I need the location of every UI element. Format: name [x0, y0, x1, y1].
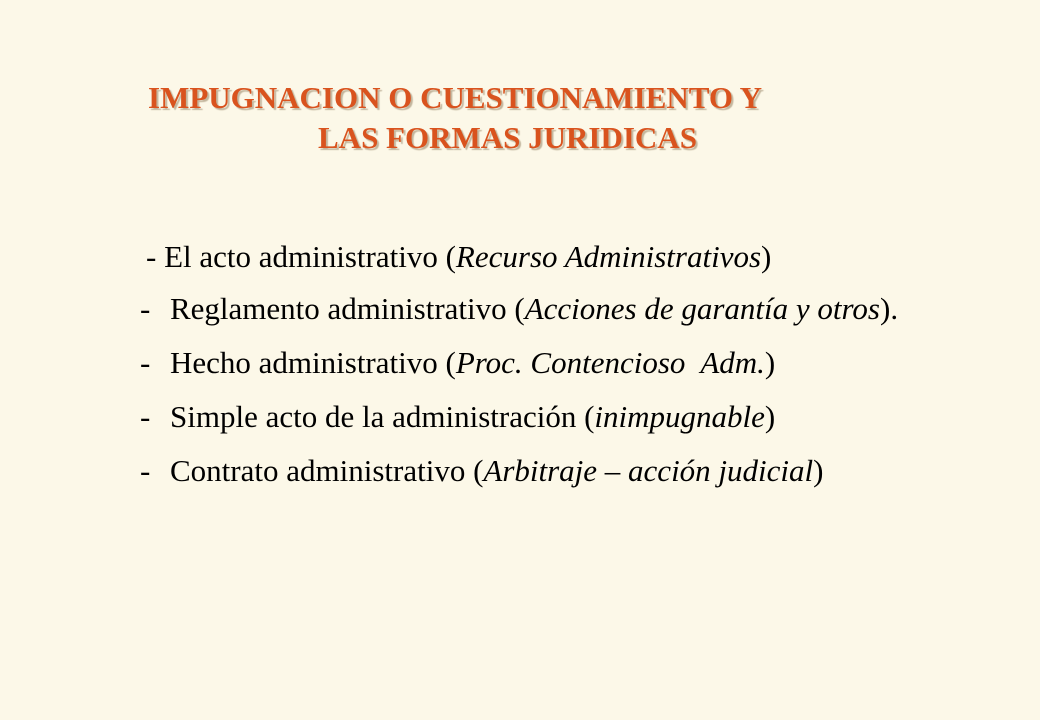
item-italic: Proc. Contencioso Adm.: [455, 345, 765, 380]
item-text: Hecho administrativo (: [170, 345, 456, 380]
item-italic: Acciones de garantía y otros: [524, 291, 880, 326]
intro-line: [146, 238, 771, 276]
list-item: [140, 290, 936, 328]
list-item-text: [170, 398, 936, 436]
intro-prefix: - El acto administrativo (: [146, 239, 456, 274]
list-dash: -: [140, 345, 151, 380]
item-italic: Arbitraje – acción judicial: [483, 453, 814, 488]
item-suffix: ): [813, 453, 824, 488]
item-suffix: ): [764, 399, 776, 434]
list-item: [140, 452, 936, 490]
item-text: Reglamento administrativo (: [170, 291, 525, 326]
list-item-text: [170, 290, 936, 328]
list-dash: -: [140, 453, 151, 488]
item-text: Simple acto de la administración (: [170, 399, 595, 434]
title-line-1: IMPUGNACION O CUESTIONAMIENTO Y: [148, 80, 763, 115]
intro-suffix: ): [761, 239, 772, 274]
item-suffix: ).: [880, 291, 899, 326]
intro-italic: Recurso Administrativos: [455, 239, 762, 274]
list-item-text: [170, 452, 936, 490]
list-item: [140, 344, 936, 382]
item-text: Contrato administrativo (: [170, 453, 484, 488]
bullet-list: [140, 290, 936, 506]
title-line-2: LAS FORMAS JURIDICAS: [318, 120, 697, 155]
slide-title: [148, 78, 908, 158]
item-italic: inimpugnable: [594, 399, 765, 434]
list-item-text: [170, 344, 936, 382]
item-suffix: ): [764, 345, 776, 380]
list-dash: -: [140, 291, 151, 326]
list-item: [140, 398, 936, 436]
list-dash: -: [140, 399, 151, 434]
